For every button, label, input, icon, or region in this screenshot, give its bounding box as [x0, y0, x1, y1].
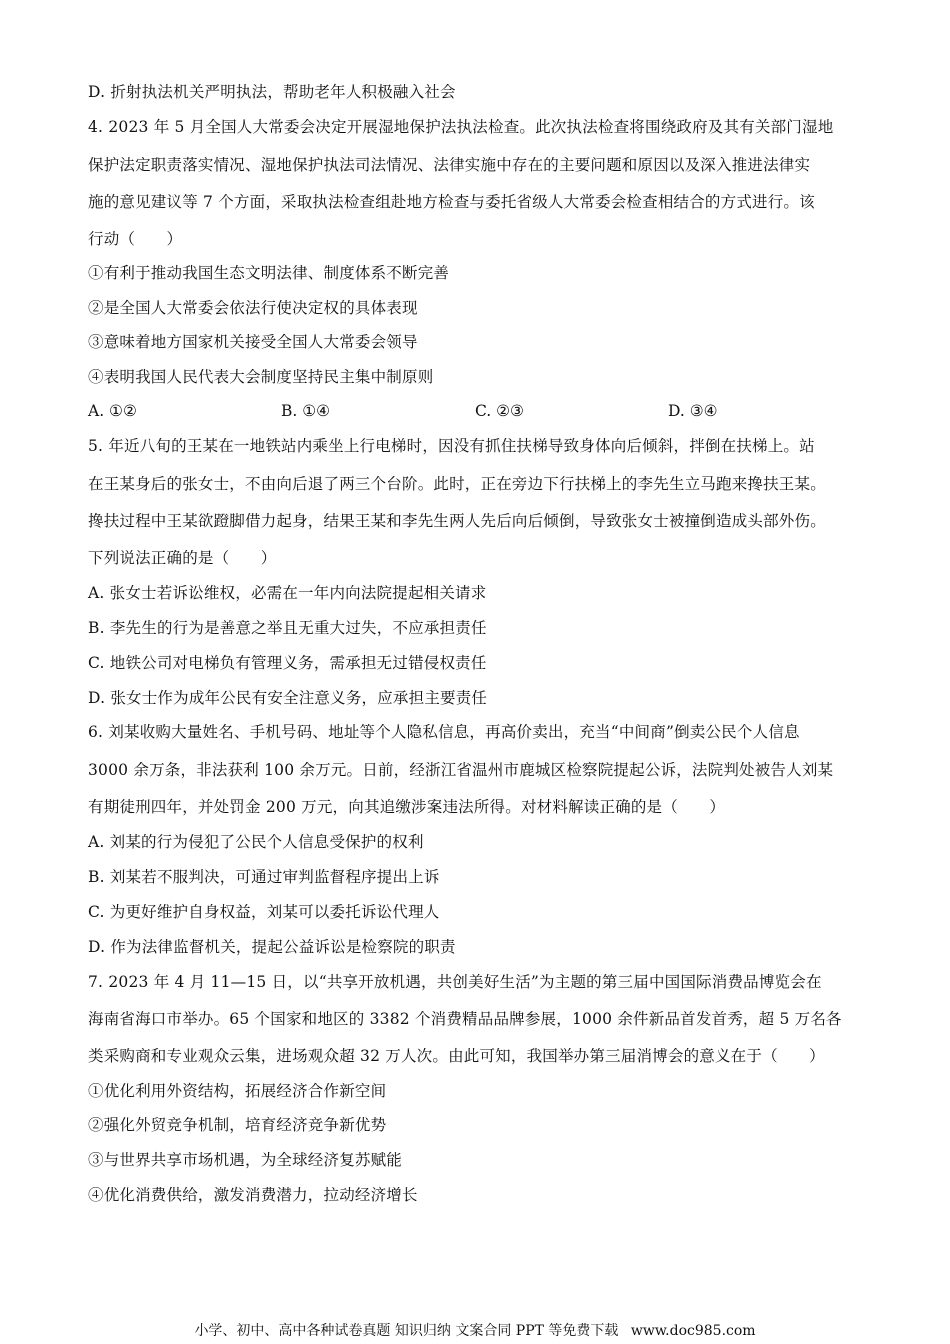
q4-stem-line-3: 施的意见建议等 7 个方面，采取执法检查组赴地方检查与委托省级人大常委会检查相结合的方式进行。该 — [88, 193, 815, 211]
q4-stem-line-1: 4. 2023 年 5 月全国人大常委会决定开展湿地保护法执法检查。此次执法检查将围绕政府及其有关部门湿地 — [88, 118, 834, 136]
q5-stem-line-3: 搀扶过程中王某欲蹬脚借力起身，结果王某和李先生两人先后向后倾倒，导致张女士被撞倒造成头部外伤。 — [88, 512, 826, 530]
q4-option-c: C. ②③ — [475, 402, 524, 420]
q5-option-a: A. 张女士若诉讼维权，必需在一年内向法院提起相关请求 — [88, 584, 487, 602]
q7-statement-3: ③与世界共享市场机遇，为全球经济复苏赋能 — [88, 1151, 403, 1169]
q6-option-c: C. 为更好维护自身权益，刘某可以委托诉讼代理人 — [88, 903, 440, 921]
q3-option-d: D. 折射执法机关严明执法，帮助老年人积极融入社会 — [88, 83, 456, 101]
q5-stem-line-1: 5. 年近八旬的王某在一地铁站内乘坐上行电梯时，因没有抓住扶梯导致身体向后倾斜，拌倒在扶梯上。站 — [88, 437, 815, 455]
q7-statement-1: ①优化利用外资结构，拓展经济合作新空间 — [88, 1082, 387, 1100]
q5-stem-line-4: 下列说法正确的是（ ） — [88, 549, 277, 567]
q7-stem-line-2: 海南省海口市举办。65 个国家和地区的 3382 个消费精品品牌参展，1000 余件新品首发首秀，超 5 万名各 — [88, 1010, 842, 1028]
footer-site-link[interactable]: www.doc985.com — [630, 1323, 756, 1339]
q6-stem-line-3: 有期徒刑四年，并处罚金 200 万元，向其追缴涉案违法所得。对材料解读正确的是（ ） — [88, 798, 726, 816]
q6-stem-line-1: 6. 刘某收购大量姓名、手机号码、地址等个人隐私信息，再高价卖出，充当“中间商”倒卖公民个人信息 — [88, 723, 800, 741]
q7-stem-line-3: 类采购商和专业观众云集，进场观众超 32 万人次。由此可知，我国举办第三届消博会的意义在于（ ） — [88, 1047, 825, 1065]
q5-option-c: C. 地铁公司对电梯负有管理义务，需承担无过错侵权责任 — [88, 654, 487, 672]
q4-option-a: A. ①② — [88, 402, 137, 420]
q4-statement-4: ④表明我国人民代表大会制度坚持民主集中制原则 — [88, 368, 434, 386]
q4-stem-line-4: 行动（ ） — [88, 230, 183, 248]
q4-option-b: B. ①④ — [281, 402, 331, 420]
q5-option-d: D. 张女士作为成年公民有安全注意义务，应承担主要责任 — [88, 689, 488, 707]
q4-statement-2: ②是全国人大常委会依法行使决定权的具体表现 — [88, 299, 418, 317]
q7-statement-2: ②强化外贸竞争机制，培育经济竞争新优势 — [88, 1116, 387, 1134]
footer-text: 小学、初中、高中各种试卷真题 知识归纳 文案合同 PPT 等免费下载 — [194, 1323, 619, 1339]
q4-statement-1: ①有利于推动我国生态文明法律、制度体系不断完善 — [88, 264, 450, 282]
q6-stem-line-2: 3000 余万条，非法获利 100 余万元。日前，经浙江省温州市鹿城区检察院提起公诉，法院判处被告人刘某 — [88, 761, 834, 779]
page-footer — [0, 1322, 950, 1340]
q5-option-b: B. 李先生的行为是善意之举且无重大过失，不应承担责任 — [88, 619, 487, 637]
q6-option-d: D. 作为法律监督机关，提起公益诉讼是检察院的职责 — [88, 938, 456, 956]
q4-option-d: D. ③④ — [668, 402, 718, 420]
q7-stem-line-1: 7. 2023 年 4 月 11—15 日，以“共享开放机遇，共创美好生活”为主题的第三届中国国际消费品博览会在 — [88, 973, 822, 991]
q4-stem-line-2: 保护法定职责落实情况、湿地保护执法司法情况、法律实施中存在的主要问题和原因以及深入推进法律实 — [88, 156, 811, 174]
q6-option-a: A. 刘某的行为侵犯了公民个人信息受保护的权利 — [88, 833, 424, 851]
q7-statement-4: ④优化消费供给，激发消费潜力，拉动经济增长 — [88, 1186, 418, 1204]
q4-statement-3: ③意味着地方国家机关接受全国人大常委会领导 — [88, 333, 418, 351]
q5-stem-line-2: 在王某身后的张女士，不由向后退了两三个台阶。此时，正在旁边下行扶梯上的李先生立马跑来搀扶王某。 — [88, 475, 826, 493]
q6-option-b: B. 刘某若不服判决，可通过审判监督程序提出上诉 — [88, 868, 440, 886]
